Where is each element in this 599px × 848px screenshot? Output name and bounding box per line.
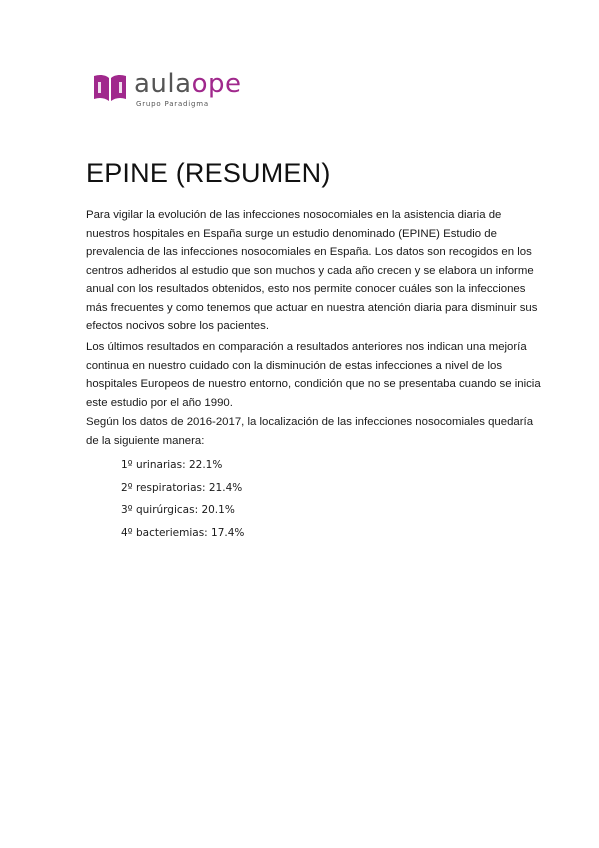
- paragraph-intro: Para vigilar la evolución de las infecciones nosocomiales en la asistencia diaria de nuestros hospitales en España surge un estudio denominado (EPINE) Estudio de prevalencia de las infecciones nosocomiales en España. Los datos son recogidos en los centros adheridos al estudio que son muchos y cada año crecen y se elabora un informe anual con los resultados obtenidos, esto nos permite conocer cuáles son la infecciones más frecuentes y como tenemos que actuar en nuestra atención diaria para disminuir sus efectos nocivos sobre los pacientes.: [86, 209, 538, 332]
- paragraph-data-intro: Según los datos de 2016-2017, la localización de las infecciones nosocomiales quedaría de la siguiente manera:: [86, 416, 534, 447]
- list-item: 2º respiratorias: 21.4%: [121, 481, 243, 494]
- logo-wordmark: aulaope: [134, 69, 242, 99]
- paragraph-results: Los últimos resultados en comparación a resultados anteriores nos indican una mejoría continua en nuestro cuidado con la disminución de estas infecciones a nivel de los hospitales Europeos de nuestro entorno, condición que no se presentaba cuando se inicia este estudio por el año 1990.: [86, 341, 541, 409]
- logo-subtitle: Grupo Paradigma: [136, 100, 209, 108]
- page-title: EPINE (RESUMEN): [86, 158, 331, 188]
- infection-ranking-list: [121, 454, 244, 544]
- list-item: 1º urinarias: 22.1%: [121, 459, 223, 471]
- open-book-icon: [92, 72, 128, 102]
- aulaope-logo: [92, 70, 252, 110]
- list-item: 3º quirúrgicas: 20.1%: [121, 504, 235, 516]
- list-item: 4º bacteriemias: 17.4%: [121, 526, 245, 539]
